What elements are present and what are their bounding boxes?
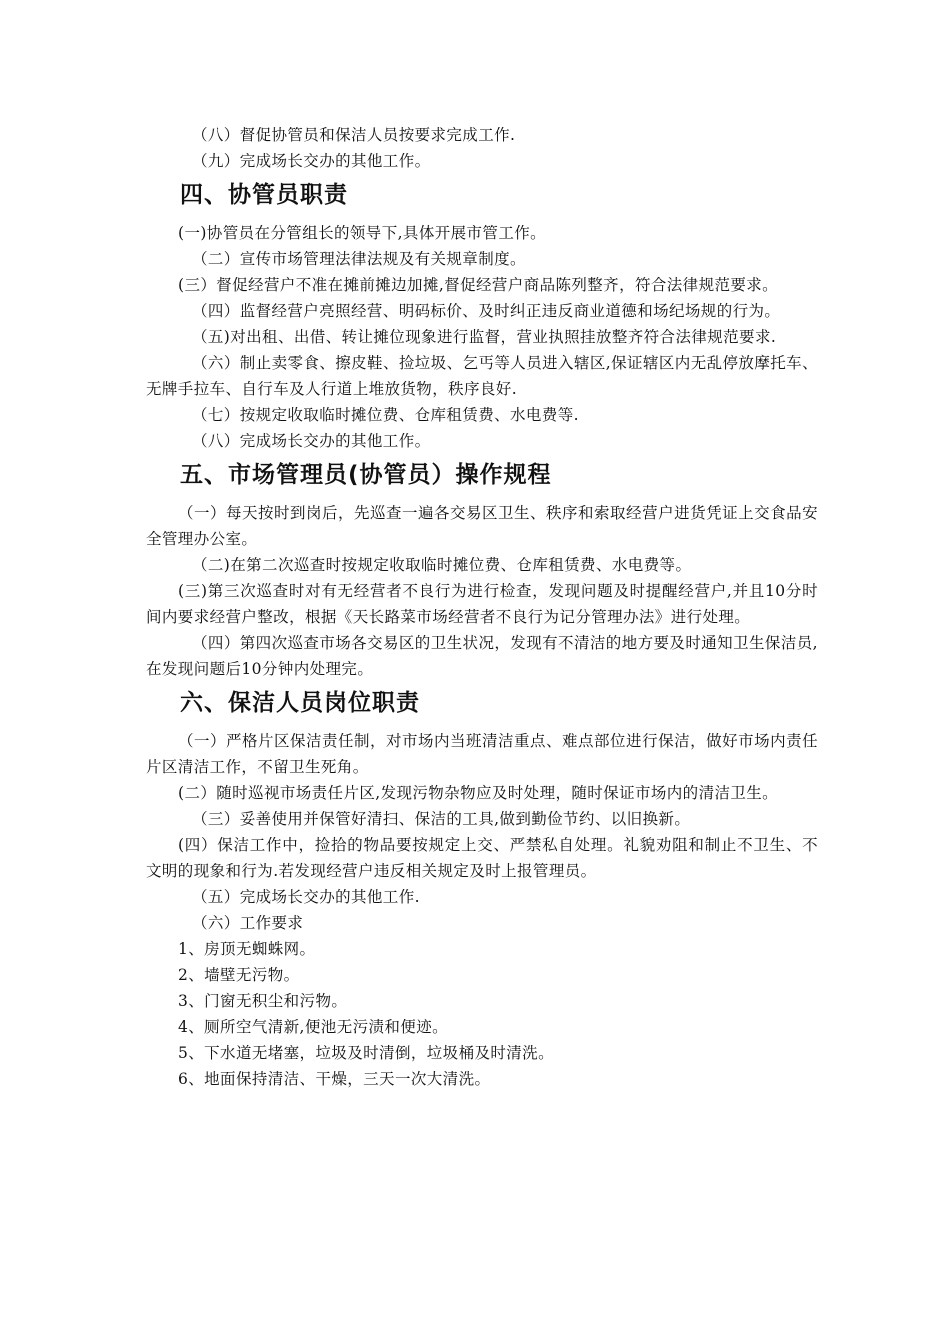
- paragraph: （四）监督经营户亮照经营、明码标价、及时纠正违反商业道德和场纪场规的行为。: [192, 302, 781, 320]
- paragraph: （八）督促协管员和保洁人员按要求完成工作.: [192, 126, 516, 144]
- section-heading: 四、协管员职责: [180, 182, 348, 208]
- paragraph: （九）完成场长交办的其他工作。: [192, 152, 431, 170]
- paragraph: （二）宣传市场管理法律法规及有关规章制度。: [192, 250, 526, 268]
- paragraph: （五)对出租、出借、转让摊位现象进行监督，营业执照挂放整齐符合法律规范要求.: [192, 328, 777, 346]
- paragraph: （四）第四次巡查市场各交易区的卫生状况，发现有不清洁的地方要及时通知卫生保洁员,在发现问题后10分钟内处理完。: [146, 634, 818, 678]
- paragraph: （七）按规定收取临时摊位费、仓库租赁费、水电费等.: [192, 406, 579, 424]
- paragraph: （一）严格片区保洁责任制，对市场内当班清洁重点、难点部位进行保洁，做好市场内责任片区清洁工作，不留卫生死角。: [146, 732, 818, 776]
- paragraph: （五）完成场长交办的其他工作.: [192, 888, 420, 906]
- paragraph: （六）制止卖零食、擦皮鞋、捡垃圾、乞丐等人员进入辖区,保证辖区内无乱停放摩托车、无牌手拉车、自行车及人行道上堆放货物，秩序良好.: [146, 354, 818, 398]
- paragraph: （二)在第二次巡查时按规定收取临时摊位费、仓库租赁费、水电费等。: [192, 556, 692, 574]
- paragraph: (三）督促经营户不准在摊前摊边加摊,督促经营户商品陈列整齐，符合法律规范要求。: [178, 276, 779, 294]
- list-item: 3、门窗无积尘和污物。: [178, 992, 348, 1010]
- list-item: 2、墙壁无污物。: [178, 966, 300, 984]
- paragraph: （一）每天按时到岗后，先巡查一遍各交易区卫生、秩序和索取经营户进货凭证上交食品安全管理办公室。: [146, 504, 818, 548]
- paragraph: （八）完成场长交办的其他工作。: [192, 432, 431, 450]
- list-item: 4、厕所空气清新,便池无污渍和便迹。: [178, 1018, 448, 1036]
- section-heading: 六、保洁人员岗位职责: [180, 690, 420, 716]
- document-body: [146, 122, 818, 1092]
- list-item: 6、地面保持清洁、干燥，三天一次大清洗。: [178, 1070, 491, 1088]
- paragraph: （六）工作要求: [192, 914, 304, 932]
- paragraph: (四）保洁工作中，捡拾的物品要按规定上交、严禁私自处理。礼貌劝阻和制止不卫生、不文明的现象和行为.若发现经营户违反相关规定及时上报管理员。: [146, 836, 818, 880]
- section-heading: 五、市场管理员(协管员）操作规程: [180, 462, 552, 488]
- paragraph: （三）妥善使用并保管好清扫、保洁的工具,做到勤俭节约、以旧换新。: [192, 810, 691, 828]
- paragraph: (二）随时巡视市场责任片区,发现污物杂物应及时处理，随时保证市场内的清洁卫生。: [178, 784, 779, 802]
- list-item: 5、下水道无堵塞，垃圾及时清倒，垃圾桶及时清洗。: [178, 1044, 554, 1062]
- list-item: 1、房顶无蜘蛛网。: [178, 940, 316, 958]
- paragraph: (一)协管员在分管组长的领导下,具体开展市管工作。: [178, 224, 547, 242]
- paragraph: (三)第三次巡查时对有无经营者不良行为进行检查，发现问题及时提醒经营户,并且10分时间内要求经营户整改，根据《天长路菜市场经营者不良行为记分管理办法》进行处理。: [146, 582, 818, 626]
